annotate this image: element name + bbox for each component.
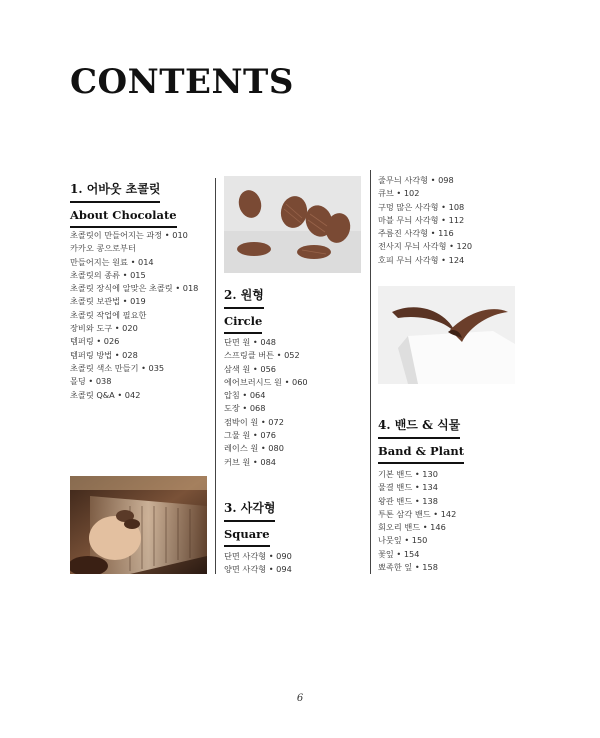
toc-list-square-continued bbox=[378, 174, 472, 267]
toc-item: 초콜릿 보관법 • 019 bbox=[70, 296, 146, 307]
toc-item: 템퍼링 • 026 bbox=[70, 336, 120, 347]
toc-item: 나뭇잎 • 150 bbox=[378, 535, 428, 546]
section-square-heading bbox=[224, 497, 275, 547]
page-title: CONTENTS bbox=[70, 62, 294, 102]
section-circle-heading bbox=[224, 284, 264, 334]
toc-item: 마블 무늬 사각형 • 112 bbox=[378, 214, 465, 225]
toc-item: 삼색 원 • 056 bbox=[224, 363, 276, 374]
toc-item: 초콜릿 색소 만들기 • 035 bbox=[70, 362, 165, 373]
toc-item: 뾰족한 잎 • 158 bbox=[378, 562, 438, 573]
chocolate-band-photo bbox=[378, 286, 515, 384]
toc-list-about-chocolate bbox=[70, 229, 198, 402]
toc-item: 초콜릿 장식에 알맞은 초콜릿 • 018 bbox=[70, 283, 199, 294]
toc-item: 점박이 원 • 072 bbox=[224, 416, 284, 427]
toc-item: 꽃잎 • 154 bbox=[378, 548, 420, 559]
toc-item: 단면 사각형 • 090 bbox=[224, 551, 292, 561]
section-title-en: Square bbox=[224, 527, 270, 547]
toc-item: 압침 • 064 bbox=[224, 390, 266, 401]
toc-item: 구멍 많은 사각형 • 108 bbox=[378, 201, 465, 212]
toc-item: 에어브러시드 원 • 060 bbox=[224, 376, 308, 387]
toc-item: 템퍼링 방법 • 028 bbox=[70, 349, 138, 360]
page-number: 6 bbox=[296, 693, 304, 704]
chocolate-factory-photo bbox=[70, 476, 207, 574]
toc-item: 회오리 밴드 • 146 bbox=[378, 522, 446, 533]
section-title-en: About Chocolate bbox=[70, 208, 177, 228]
toc-item: 물결 밴드 • 134 bbox=[378, 482, 438, 493]
section-title-kr: 2. 원형 bbox=[224, 286, 264, 309]
toc-item: 레이스 원 • 080 bbox=[224, 443, 284, 454]
column-divider-2 bbox=[370, 170, 371, 574]
toc-item: 주름진 사각형 • 116 bbox=[378, 228, 454, 239]
toc-item: 기본 밴드 • 130 bbox=[378, 469, 438, 479]
toc-item: 장비와 도구 • 020 bbox=[70, 323, 138, 334]
toc-item: 초콜릿의 종류 • 015 bbox=[70, 269, 146, 280]
section-band-plant-heading bbox=[378, 414, 464, 464]
toc-item: 카카오 콩으로부터 bbox=[70, 243, 136, 254]
toc-item: 도장 • 068 bbox=[224, 403, 266, 414]
toc-item: 왕관 밴드 • 138 bbox=[378, 495, 438, 506]
toc-item: 줄무늬 사각형 • 098 bbox=[378, 175, 454, 185]
section-title-kr: 3. 사각형 bbox=[224, 499, 275, 522]
section-title-kr: 1. 어바웃 초콜릿 bbox=[70, 180, 160, 203]
column-divider-1 bbox=[215, 178, 216, 574]
toc-item: 초콜릿 작업에 필요한 bbox=[70, 309, 147, 320]
toc-item: 커브 원 • 084 bbox=[224, 456, 276, 467]
toc-list-band-plant bbox=[378, 468, 456, 574]
toc-item: 전사지 무늬 사각형 • 120 bbox=[378, 241, 473, 252]
toc-item: 큐브 • 102 bbox=[378, 188, 420, 199]
toc-item: 호피 무늬 사각형 • 124 bbox=[378, 254, 465, 265]
toc-list-square bbox=[224, 550, 292, 577]
section-title-en: Circle bbox=[224, 314, 262, 334]
toc-item: 그물 원 • 076 bbox=[224, 430, 276, 441]
toc-item: 초콜릿이 만들어지는 과정 • 010 bbox=[70, 230, 188, 240]
section-title-en: Band & Plant bbox=[378, 444, 464, 464]
toc-item: 양면 사각형 • 094 bbox=[224, 564, 292, 575]
toc-item: 만들어지는 원료 • 014 bbox=[70, 256, 154, 267]
section-about-chocolate-heading bbox=[70, 178, 177, 228]
toc-item: 단면 원 • 048 bbox=[224, 337, 276, 347]
toc-item: 초콜릿 Q&A • 042 bbox=[70, 389, 141, 400]
toc-item: 몰딩 • 038 bbox=[70, 376, 112, 387]
toc-list-circle bbox=[224, 336, 308, 469]
section-title-kr: 4. 밴드 & 식물 bbox=[378, 416, 460, 439]
toc-item: 스프링클 버튼 • 052 bbox=[224, 350, 300, 361]
chocolate-circle-discs-photo bbox=[224, 176, 361, 273]
toc-item: 투톤 삼각 밴드 • 142 bbox=[378, 508, 457, 519]
